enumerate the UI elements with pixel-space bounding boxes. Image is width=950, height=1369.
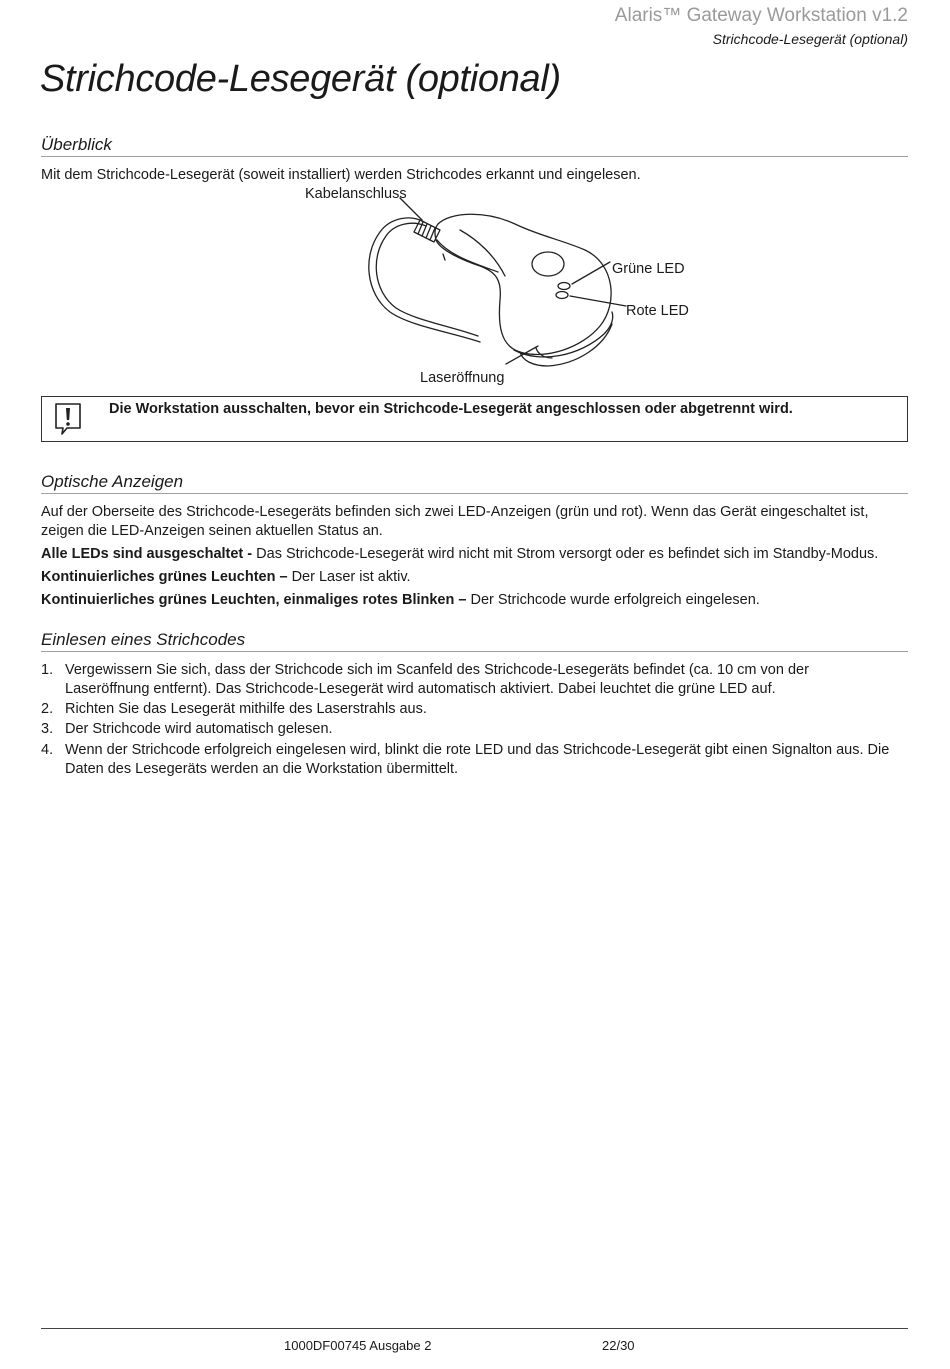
barcode-scanner-figure: [300, 184, 700, 394]
label-cable-connector: Kabelanschluss: [305, 186, 407, 202]
warning-notice: [41, 396, 908, 442]
step-number: 1.: [41, 662, 54, 678]
step-text: Der Strichcode wird automatisch gelesen.: [65, 721, 333, 737]
footer-doc-number: 1000DF00745 Ausgabe 2: [284, 1338, 432, 1353]
list-item: [41, 661, 901, 699]
section-heading-overview: Überblick: [41, 135, 908, 157]
step-text: Wenn der Strichcode erfolgreich eingelesen wird, blinkt die rote LED und das Strichcode-Lesegerät gibt einen Signalton aus. Die Daten des Lesegeräts werden an die Workstation übermittelt.: [65, 742, 890, 777]
label-green-led: Grüne LED: [612, 261, 685, 277]
indicator-state-green: [41, 568, 911, 587]
state-text: Der Laser ist aktiv.: [287, 569, 411, 585]
footer-divider: [41, 1328, 908, 1329]
step-number: 4.: [41, 742, 54, 758]
step-text: Vergewissern Sie sich, dass der Strichcode sich im Scanfeld des Strichcode-Lesegeräts befindet (ca. 10 cm von der Laseröffnung entfernt). Das Strichcode-Lesegerät wird automatisch aktiviert. Dabei leuchtet die grüne LED auf.: [65, 662, 809, 697]
page-title: Strichcode-Lesegerät (optional): [40, 58, 561, 100]
state-text: Das Strichcode-Lesegerät wird nicht mit Strom versorgt oder es befindet sich im Standby-Modus.: [252, 546, 879, 562]
label-laser-window: Laseröffnung: [420, 370, 505, 386]
overview-intro: Mit dem Strichcode-Lesegerät (soweit installiert) werden Strichcodes erkannt und eingelesen.: [41, 167, 641, 183]
state-label: Alle LEDs sind ausgeschaltet -: [41, 546, 253, 562]
indicators-intro: Auf der Oberseite des Strichcode-Lesegeräts befinden sich zwei LED-Anzeigen (grün und rot). Wenn das Gerät eingeschaltet ist, zeigen die LED-Anzeigen seinen aktuellen Status an.: [41, 504, 869, 539]
warning-text: Die Workstation ausschalten, bevor ein Strichcode-Lesegerät angeschlossen oder abgetrennt wird.: [109, 401, 793, 417]
step-text: Richten Sie das Lesegerät mithilfe des Laserstrahls aus.: [65, 701, 427, 717]
state-label: Kontinuierliches grünes Leuchten, einmaliges rotes Blinken –: [41, 592, 467, 608]
section-heading-indicators: Optische Anzeigen: [41, 472, 908, 494]
footer-page-number: 22/30: [602, 1338, 635, 1353]
barcode-scanner-illustration: [300, 184, 700, 394]
warning-exclamation-icon: [53, 401, 83, 437]
header-product-title: Alaris™ Gateway Workstation v1.2: [614, 5, 908, 26]
section-heading-reading: Einlesen eines Strichcodes: [41, 630, 908, 652]
indicator-state-green-red: [41, 591, 911, 610]
state-label: Kontinuierliches grünes Leuchten –: [41, 569, 288, 585]
step-number: 2.: [41, 701, 54, 717]
step-number: 3.: [41, 721, 54, 737]
label-red-led: Rote LED: [626, 303, 689, 319]
indicator-state-off: [41, 545, 911, 564]
header-section-title: Strichcode-Lesegerät (optional): [712, 31, 908, 47]
state-text: Der Strichcode wurde erfolgreich eingelesen.: [466, 592, 760, 608]
